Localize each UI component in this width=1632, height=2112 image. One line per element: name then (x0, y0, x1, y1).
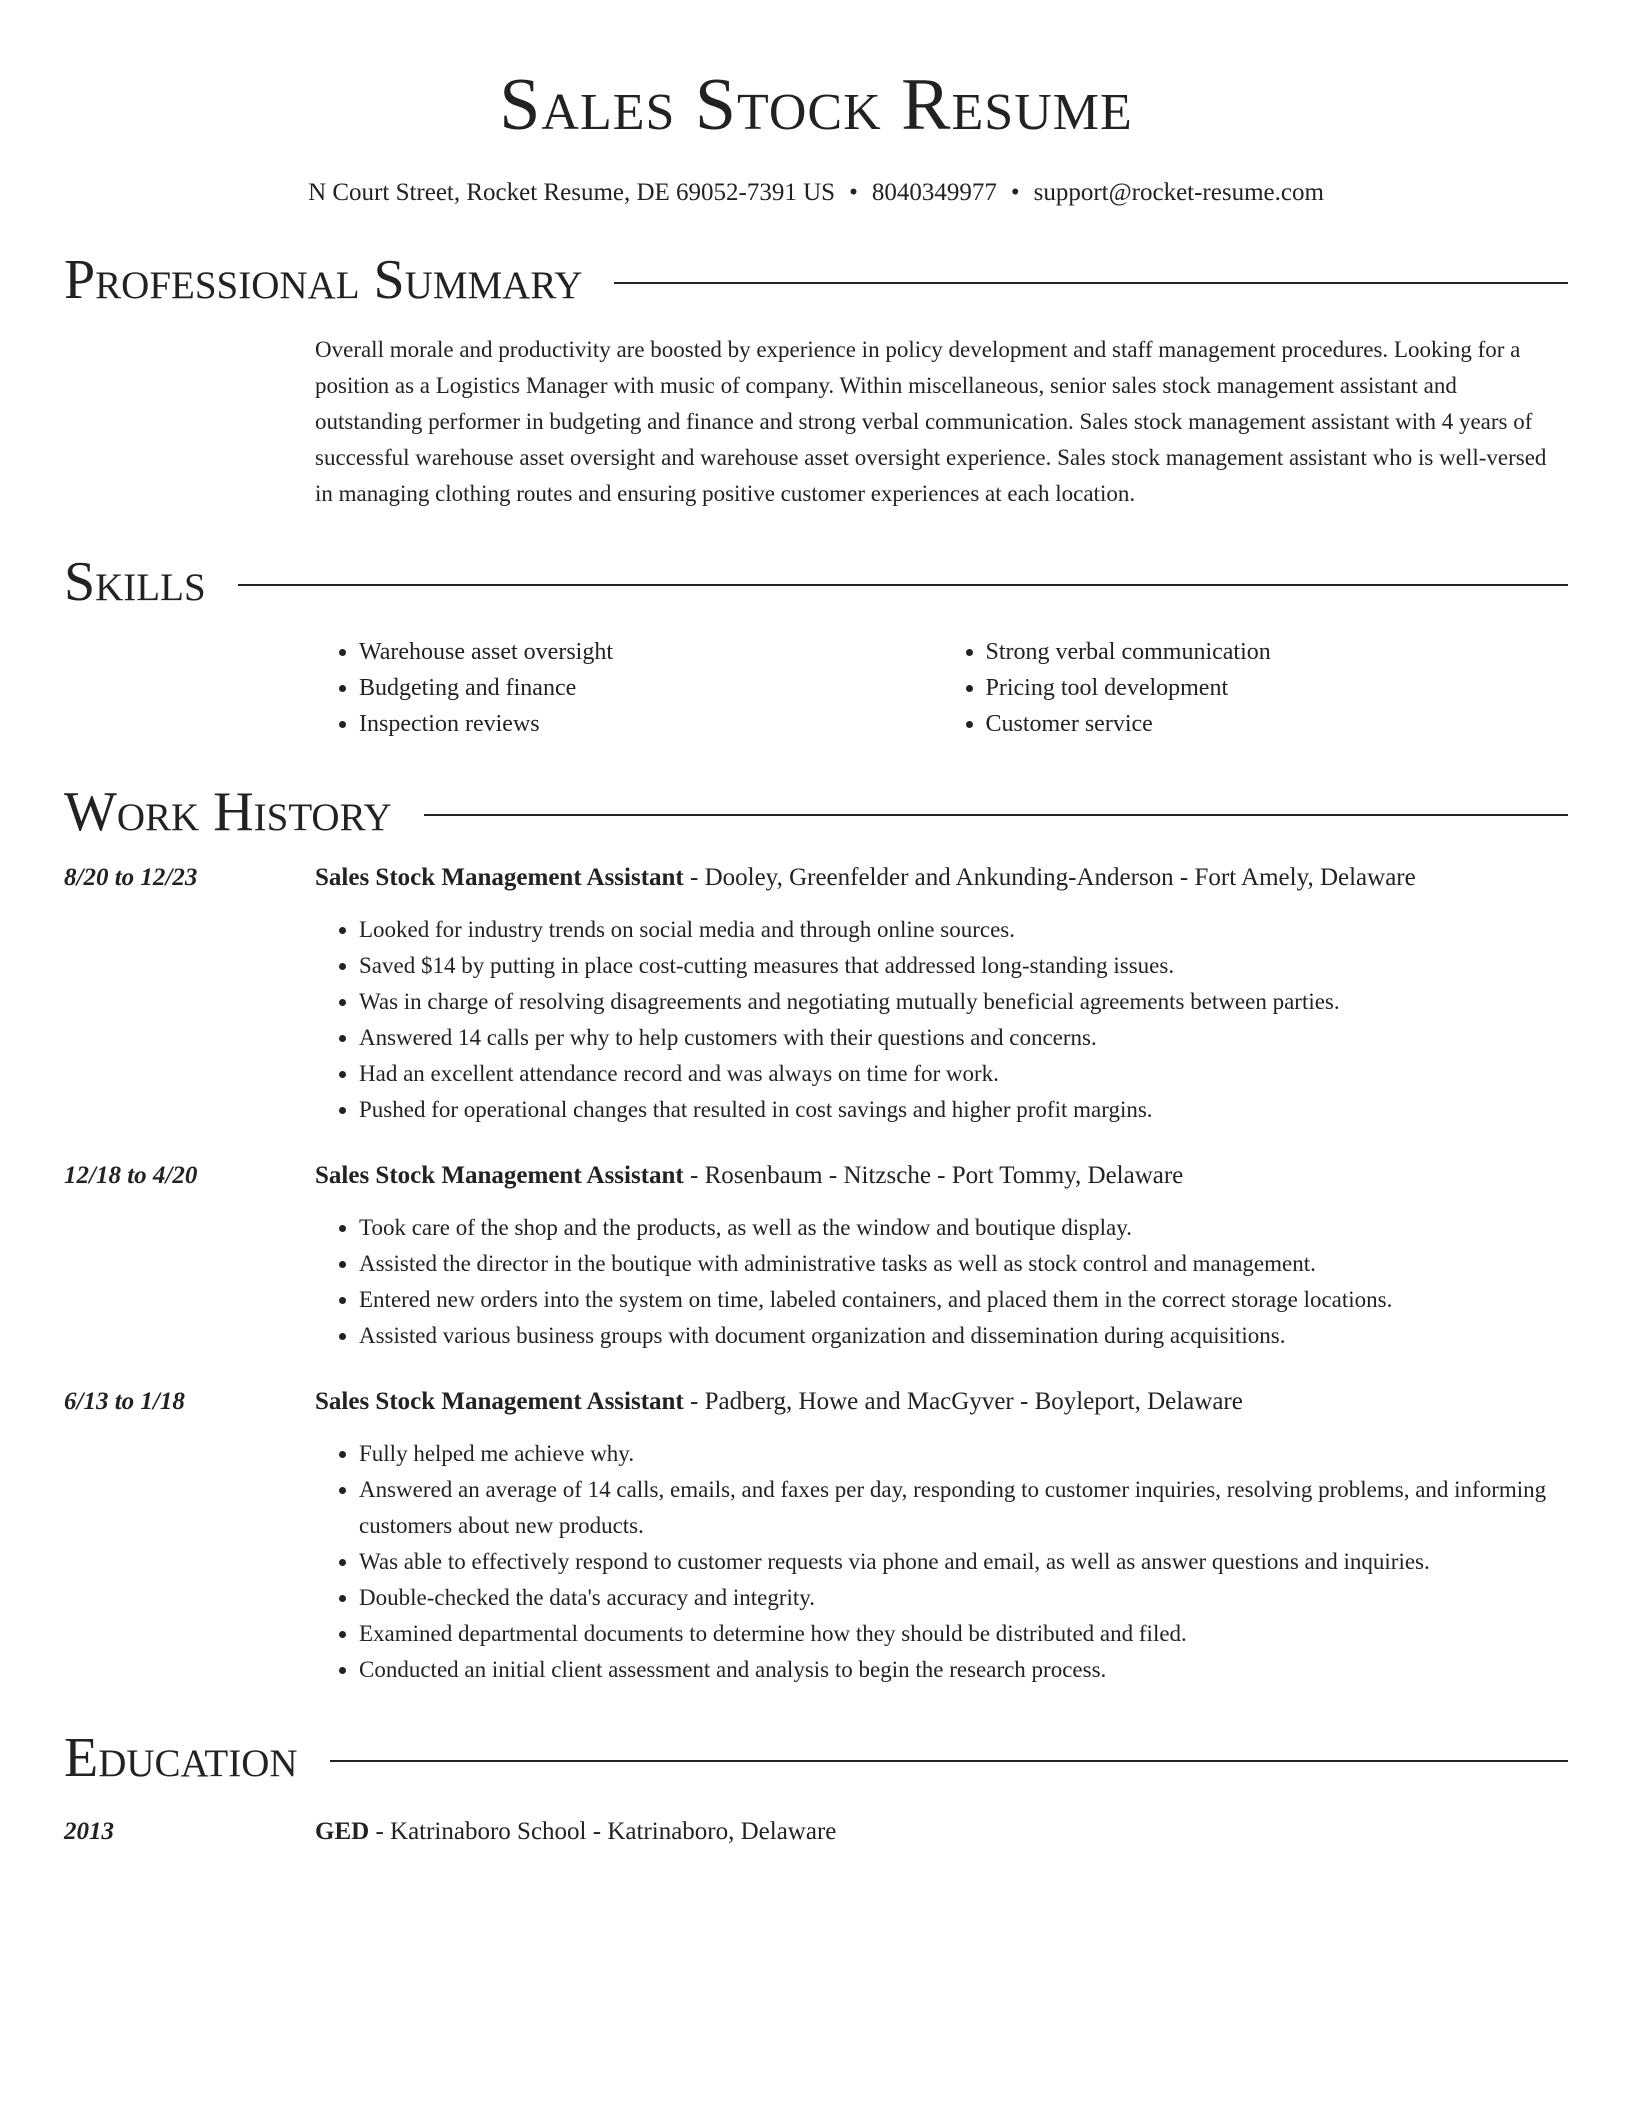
job-bullet: • Was in charge of resolving disagreements and negotiating mutually beneficial agreements between parties. (359, 984, 1568, 1020)
job-heading (315, 1384, 1568, 1420)
education-details: - Katrinaboro School - Katrinaboro, Delaware (369, 1818, 837, 1845)
job-bullet: • Pushed for operational changes that resulted in cost savings and higher profit margins. (359, 1092, 1568, 1128)
job-bullets (315, 912, 1568, 1128)
job-bullet: • Was able to effectively respond to customer requests via phone and email, as well as answer questions and inquiries. (359, 1544, 1568, 1580)
skill-item: • Warehouse asset oversight (359, 634, 942, 670)
skill-item: • Inspection reviews (359, 706, 942, 742)
skill-item: • Customer service (986, 706, 1569, 742)
education-entry (64, 1814, 1568, 1850)
skill-item: • Strong verbal communication (986, 634, 1569, 670)
job-bullet: • Took care of the shop and the products, as well as the window and boutique display. (359, 1210, 1568, 1246)
skill-item: • Budgeting and finance (359, 670, 942, 706)
work-section-header (64, 780, 1568, 844)
education-heading-line (315, 1814, 1568, 1850)
skills-column-left (315, 634, 942, 742)
education-section-header (64, 1726, 1568, 1790)
job-details: - Rosenbaum - Nitzsche - Port Tommy, Delaware (683, 1162, 1184, 1189)
education-body (315, 1814, 1568, 1850)
job-body (315, 1384, 1568, 1688)
job-bullet: • Looked for industry trends on social media and through online sources. (359, 912, 1568, 948)
job-bullet: • Assisted various business groups with document organization and dissemination during acquisitions. (359, 1318, 1568, 1354)
job-bullet: • Assisted the director in the boutique with administrative tasks as well as stock control and management. (359, 1246, 1568, 1282)
summary-heading: Professional Summary (64, 249, 583, 311)
job-bullet: • Entered new orders into the system on time, labeled containers, and placed them in the correct storage locations. (359, 1282, 1568, 1318)
section-divider (330, 1760, 1568, 1762)
contact-separator: • (1010, 179, 1020, 206)
job-entry (64, 1158, 1568, 1354)
job-heading (315, 1158, 1568, 1194)
job-bullet: • Had an excellent attendance record and was always on time for work. (359, 1056, 1568, 1092)
contact-email: support@rocket-resume.com (1033, 179, 1324, 206)
job-bullet: • Saved $14 by putting in place cost-cutting measures that addressed long-standing issues. (359, 948, 1568, 984)
work-heading: Work History (64, 781, 392, 843)
skill-item: • Pricing tool development (986, 670, 1569, 706)
job-entry (64, 1384, 1568, 1688)
education-degree: GED (315, 1818, 370, 1845)
job-bullet: • Answered 14 calls per why to help customers with their questions and concerns. (359, 1020, 1568, 1056)
skills-section-header (64, 550, 1568, 614)
job-dates: 12/18 to 4/20 (64, 1162, 198, 1189)
job-bullets (315, 1210, 1568, 1354)
resume-title: Sales Stock Resume (499, 64, 1133, 146)
skills-column-right (942, 634, 1569, 742)
contact-separator: • (849, 179, 858, 206)
contact-address: N Court Street, Rocket Resume, DE 69052-7391 US (308, 179, 836, 206)
summary-text: Overall morale and productivity are boosted by experience in policy development and staff management procedures. Looking for a position as a Logistics Manager with music of company. Within miscellaneous, senior sales stock management assistant and outstanding performer in budgeting and finance and strong verbal communication. Sales stock management assistant with 4 years of successful warehouse asset oversight and warehouse asset oversight experience. Sales stock management assistant who is well-versed in managing clothing routes and ensuring positive customer experiences at each location. (315, 337, 1547, 506)
job-details: - Dooley, Greenfelder and Ankunding-Anderson - Fort Amely, Delaware (683, 864, 1416, 891)
section-divider (238, 584, 1568, 586)
contact-line (64, 176, 1568, 210)
job-title: Sales Stock Management Assistant (315, 1162, 684, 1189)
job-bullet: • Fully helped me achieve why. (359, 1436, 1568, 1472)
job-body (315, 860, 1568, 1128)
contact-phone: 8040349977 (871, 179, 997, 206)
job-bullets (315, 1436, 1568, 1688)
job-heading (315, 860, 1568, 896)
skills-heading: Skills (64, 551, 206, 613)
summary-section-header (64, 248, 1568, 312)
job-entry (64, 860, 1568, 1128)
skills-list (315, 634, 1568, 742)
job-bullet: • Examined departmental documents to determine how they should be distributed and filed. (359, 1616, 1568, 1652)
education-heading: Education (64, 1727, 298, 1789)
job-bullet: • Answered an average of 14 calls, emails, and faxes per day, responding to customer inquiries, resolving problems, and informing customers about new products. (359, 1472, 1568, 1544)
job-dates: 6/13 to 1/18 (64, 1388, 185, 1415)
education-year: 2013 (64, 1818, 114, 1845)
job-bullet: • Double-checked the data's accuracy and integrity. (359, 1580, 1568, 1616)
section-divider (424, 814, 1568, 816)
job-bullet: • Conducted an initial client assessment and analysis to begin the research process. (359, 1652, 1568, 1688)
job-details: - Padberg, Howe and MacGyver - Boyleport, Delaware (683, 1388, 1243, 1415)
job-dates: 8/20 to 12/23 (64, 864, 198, 891)
job-title: Sales Stock Management Assistant (315, 1388, 684, 1415)
section-divider (614, 282, 1568, 284)
job-title: Sales Stock Management Assistant (315, 864, 684, 891)
job-body (315, 1158, 1568, 1354)
